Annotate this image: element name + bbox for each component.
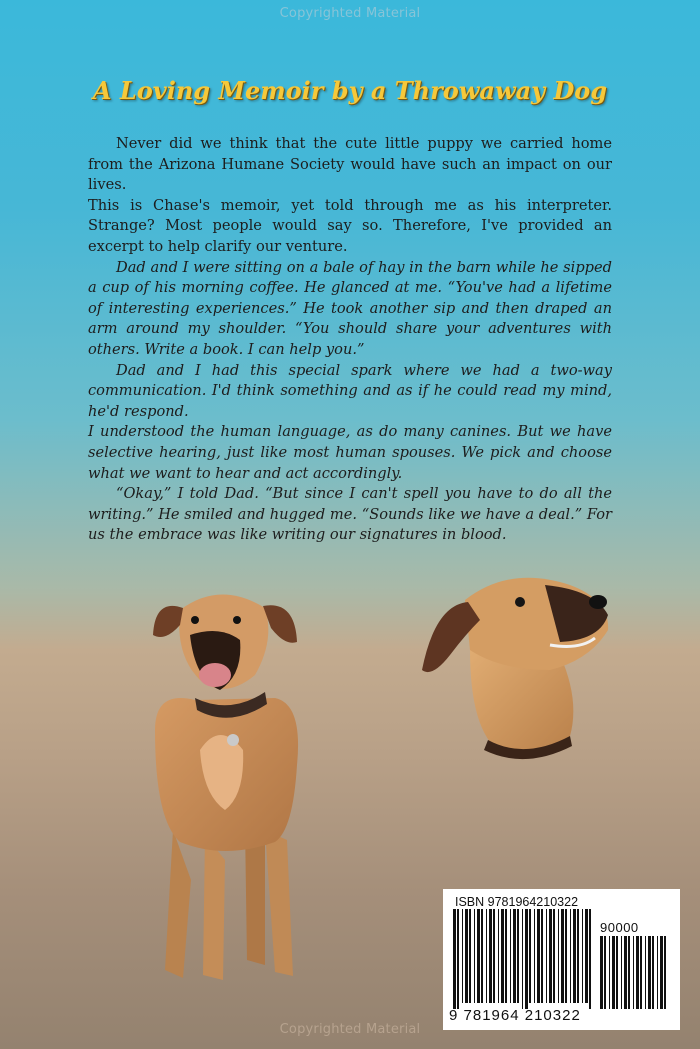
barcode-bar [573, 909, 576, 1003]
paragraph-3: Dad and I were sitting on a bale of hay in the barn while he sipped a cup of his morning coffee. He glanced at me. “You've had a lifetime of interesting experiences.” He took another sip and then draped an arm around my shoulder. “You should share your adventures with others. Write a book. I can help you.” [88, 258, 612, 358]
book-title: A Loving Memoir by a Throwaway Dog [92, 76, 608, 105]
barcode-bar [513, 909, 516, 1003]
barcode-bar [493, 909, 495, 1003]
barcode-bar [628, 936, 630, 1009]
main-barcode-bars [453, 909, 595, 1009]
barcode-bar [469, 909, 471, 1003]
barcode-bar [525, 909, 528, 1009]
synopsis-text [88, 134, 612, 546]
barcode-bar [600, 936, 603, 1009]
barcode-bar [652, 936, 654, 1009]
price-code: 90000 [600, 920, 639, 935]
barcode-bar [621, 936, 622, 1009]
addon-barcode-bars [600, 936, 670, 1009]
paragraph-6: “Okay,” I told Dad. “But since I can't spell you have to do all the writing.” He smiled and hugged me. “Sounds like we have a deal.” For us the embrace was like writing our signatures in blood. [88, 485, 612, 544]
barcode-bar [517, 909, 519, 1003]
barcode-bar [645, 936, 646, 1009]
barcode-bar [501, 909, 504, 1003]
isbn-barcode [443, 889, 680, 1030]
barcode-bar [541, 909, 543, 1003]
barcode-bar [612, 936, 615, 1009]
isbn-label: ISBN 9781964210322 [455, 895, 579, 909]
barcode-bar [534, 909, 535, 1003]
barcode-bar [477, 909, 480, 1003]
paragraph-4: Dad and I had this special spark where we had a two-way communication. I'd think something and as if he could read my mind, he'd respond. [88, 361, 612, 420]
barcode-bar [589, 909, 591, 1009]
barcode-bar [553, 909, 555, 1003]
barcode-bar [549, 909, 552, 1003]
barcode-bar [558, 909, 559, 1003]
barcode-bar [570, 909, 571, 1003]
barcode-bar [481, 909, 483, 1003]
dog-head-image [410, 560, 620, 770]
barcode-bar [529, 909, 531, 1003]
barcode-bar [585, 909, 588, 1003]
barcode-bar [462, 909, 463, 1003]
barcode-bar [510, 909, 511, 1003]
barcode-bar [474, 909, 475, 1003]
barcode-bar [465, 909, 468, 1003]
barcode-bar [640, 936, 642, 1009]
paragraph-5: I understood the human language, as do many canines. But we have selective hearing, just like most human spouses. We pick and choose what we want to hear and act accordingly. [88, 423, 612, 482]
barcode-bar [624, 936, 627, 1009]
barcode-bar [457, 909, 459, 1009]
barcode-bar [486, 909, 487, 1003]
barcode-bar [636, 936, 639, 1009]
barcode-bar [577, 909, 579, 1003]
barcode-bar [660, 936, 663, 1009]
barcode-bar [561, 909, 564, 1003]
barcode-bar [616, 936, 618, 1009]
barcode-bar [657, 936, 658, 1009]
barcode-bar [648, 936, 651, 1009]
barcode-bar [582, 909, 583, 1003]
barcode-bar [609, 936, 610, 1009]
watermark-top: Copyrighted Material [279, 6, 421, 21]
barcode-bar [537, 909, 540, 1003]
barcode-bar [498, 909, 499, 1003]
barcode-bar [565, 909, 567, 1003]
paragraph-2: This is Chase's memoir, yet told through me as his interpreter. Strange? Most people would say so. Therefore, I've provided an excerpt to help clarify our venture. [88, 196, 612, 255]
barcode-bar [505, 909, 507, 1003]
standing-dog-image [125, 580, 325, 990]
watermark-bottom: Copyrighted Material [279, 1022, 421, 1037]
barcode-bar [522, 909, 523, 1009]
barcode-bar [546, 909, 547, 1003]
barcode-bar [489, 909, 492, 1003]
barcode-bar [604, 936, 606, 1009]
barcode-bar [664, 936, 666, 1009]
paragraph-1: Never did we think that the cute little puppy we carried home from the Arizona Humane Society would have such an impact on our lives. [88, 135, 612, 194]
isbn-digits: 9 781964 210322 [449, 1007, 581, 1024]
barcode-bar [633, 936, 634, 1009]
barcode-bar [453, 909, 456, 1009]
